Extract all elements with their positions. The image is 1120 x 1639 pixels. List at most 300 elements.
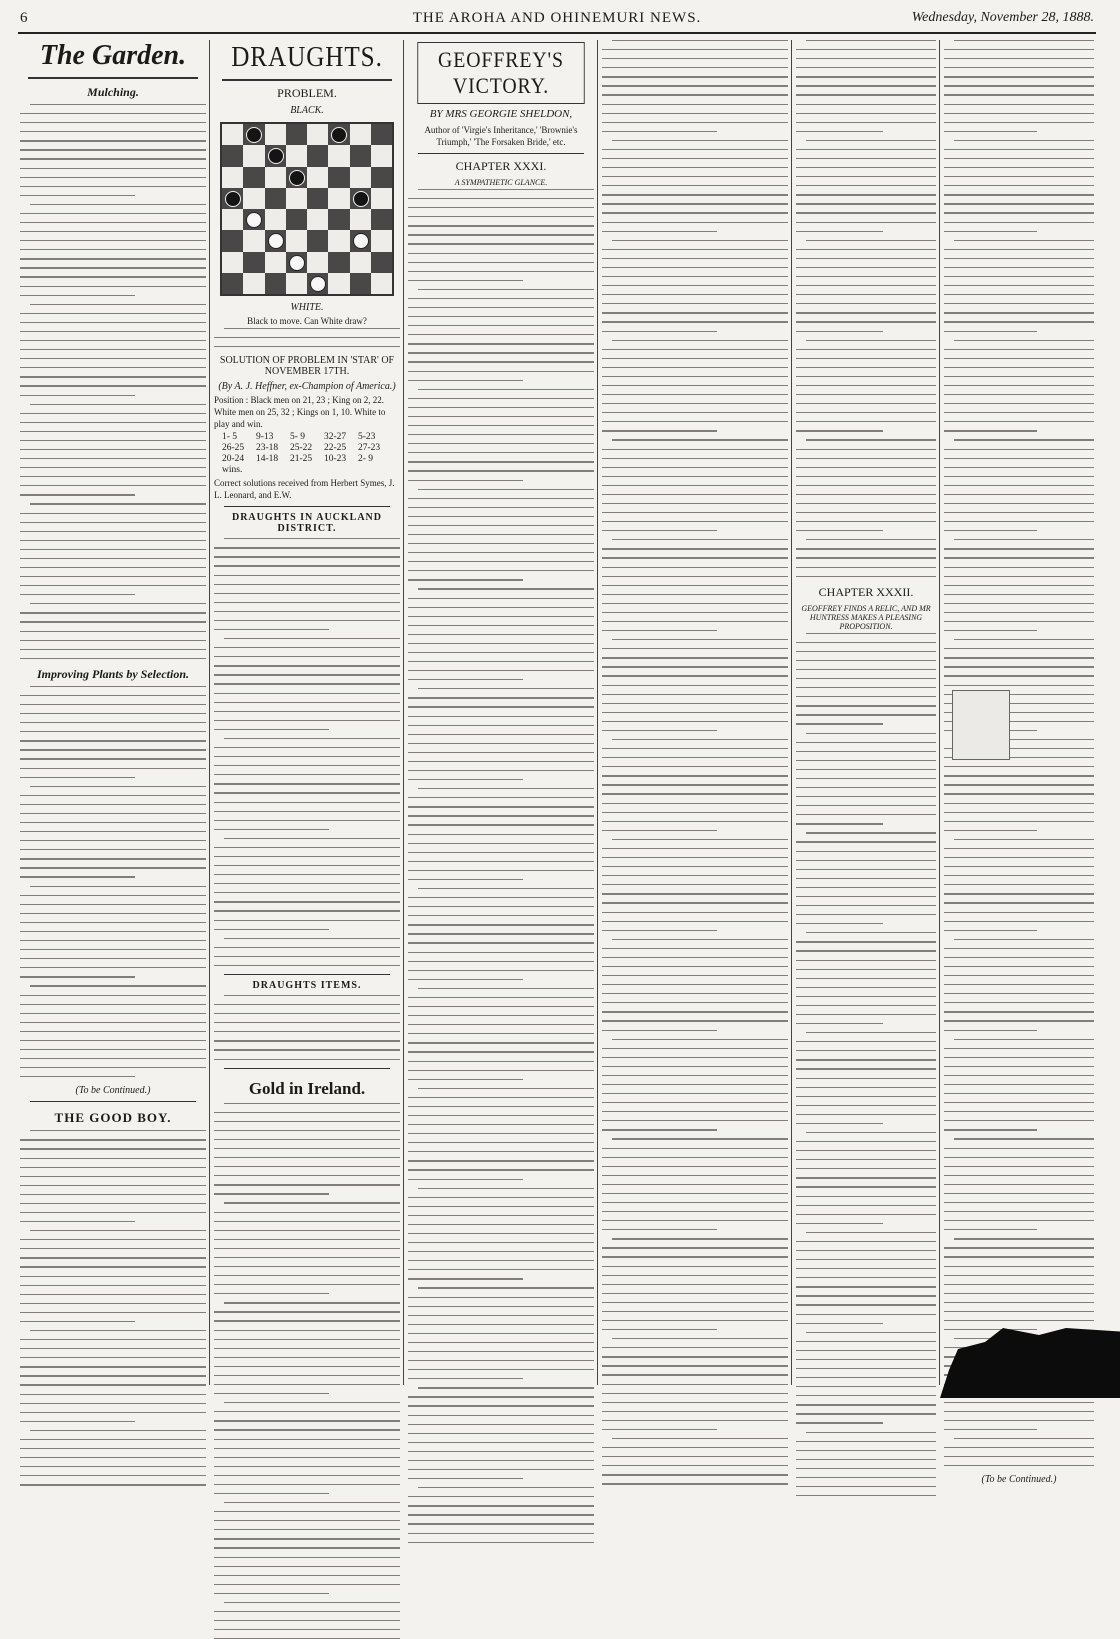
text-line xyxy=(796,421,936,422)
divider xyxy=(224,974,390,975)
black-piece xyxy=(268,148,284,164)
text-line xyxy=(796,576,936,577)
text-line xyxy=(408,942,594,943)
text-line xyxy=(214,874,400,875)
text-line xyxy=(796,914,936,915)
story-text-2 xyxy=(602,40,788,1485)
board-square xyxy=(286,188,307,209)
text-line xyxy=(408,1151,594,1152)
text-line xyxy=(944,567,1094,568)
text-line xyxy=(408,924,594,925)
text-line xyxy=(954,839,1094,840)
text-line xyxy=(408,534,594,535)
article-auckland xyxy=(214,538,400,966)
text-line xyxy=(796,1277,936,1278)
text-line xyxy=(806,340,936,341)
text-line xyxy=(796,723,883,724)
text-line xyxy=(944,912,1094,913)
text-line xyxy=(602,303,788,304)
article-good-boy xyxy=(20,1130,206,1485)
text-line xyxy=(20,867,206,868)
text-line xyxy=(796,1196,936,1197)
white-piece xyxy=(353,233,369,249)
text-line xyxy=(408,579,523,580)
chapter-31-sub: A SYMPATHETIC GLANCE. xyxy=(454,178,548,187)
text-line xyxy=(408,243,594,244)
text-line xyxy=(806,140,936,141)
move: 32-27 xyxy=(324,432,347,443)
text-line xyxy=(602,1266,788,1267)
text-line xyxy=(224,995,400,996)
text-line xyxy=(30,1330,206,1331)
move: 10-23 xyxy=(324,454,347,465)
move: 1- 5 xyxy=(222,432,238,443)
text-line xyxy=(408,852,594,853)
text-line xyxy=(602,1447,788,1448)
text-line xyxy=(796,1395,936,1396)
story-continued-note: (To be Continued.) xyxy=(981,1474,1057,1486)
text-line xyxy=(408,1233,594,1234)
text-line xyxy=(408,1160,594,1161)
text-line xyxy=(796,1186,936,1187)
text-line xyxy=(214,720,400,721)
text-line xyxy=(954,240,1094,241)
text-line xyxy=(20,1475,206,1476)
text-line xyxy=(944,1256,1094,1257)
text-line xyxy=(944,122,1094,123)
text-line xyxy=(796,113,936,114)
text-line xyxy=(944,1129,1037,1130)
text-line xyxy=(20,949,206,950)
text-line xyxy=(408,452,594,453)
text-line xyxy=(602,621,788,622)
text-line xyxy=(944,1157,1094,1158)
text-line xyxy=(20,567,206,568)
board-square xyxy=(371,252,392,273)
text-line xyxy=(796,1377,936,1378)
text-line xyxy=(944,830,1037,831)
text-line xyxy=(944,1302,1094,1303)
text-line xyxy=(796,1078,936,1079)
text-line xyxy=(796,923,883,924)
text-line xyxy=(20,1403,206,1404)
text-line xyxy=(408,1542,594,1543)
text-line xyxy=(20,722,206,723)
text-line xyxy=(602,1229,717,1230)
text-line xyxy=(20,149,206,150)
column-divider xyxy=(791,40,792,1385)
text-line xyxy=(602,212,788,213)
text-line xyxy=(214,892,400,893)
text-line xyxy=(612,40,788,41)
text-line xyxy=(20,813,206,814)
text-line xyxy=(20,940,206,941)
text-line xyxy=(944,930,1037,931)
text-line xyxy=(612,1438,788,1439)
text-line xyxy=(796,969,936,970)
text-line xyxy=(408,234,594,235)
text-line xyxy=(796,950,936,951)
text-line xyxy=(602,1093,788,1094)
text-line xyxy=(408,1051,594,1052)
problem-question: Black to move. Can White draw? xyxy=(247,316,367,326)
board-square xyxy=(371,230,392,251)
text-line xyxy=(20,267,206,268)
text-line xyxy=(602,1411,788,1412)
text-line xyxy=(408,625,594,626)
text-line xyxy=(214,711,400,712)
text-line xyxy=(602,249,788,250)
text-line xyxy=(602,430,717,431)
text-line xyxy=(602,403,788,404)
text-line xyxy=(214,1611,400,1612)
items-heading: DRAUGHTS ITEMS. xyxy=(252,979,362,991)
draughts-board xyxy=(220,122,394,296)
text-line xyxy=(602,1384,788,1385)
text-line xyxy=(944,1093,1094,1094)
board-square xyxy=(328,230,349,251)
text-line xyxy=(944,85,1094,86)
text-line xyxy=(944,1184,1094,1185)
text-line xyxy=(944,449,1094,450)
board-square xyxy=(328,167,349,188)
text-line xyxy=(214,1538,400,1539)
text-line xyxy=(20,612,206,613)
text-line xyxy=(602,648,788,649)
text-line xyxy=(20,249,206,250)
text-line xyxy=(214,1448,400,1449)
text-line xyxy=(20,513,206,514)
text-line xyxy=(806,1032,936,1033)
text-line xyxy=(944,530,1037,531)
text-line xyxy=(214,1493,329,1494)
text-line xyxy=(408,734,594,735)
text-line xyxy=(224,938,400,939)
text-line xyxy=(944,957,1094,958)
text-line xyxy=(408,207,594,208)
text-line xyxy=(214,847,400,848)
text-line xyxy=(796,167,936,168)
text-line xyxy=(20,758,206,759)
text-line xyxy=(796,1359,936,1360)
text-line xyxy=(214,1348,400,1349)
text-line xyxy=(796,1295,936,1296)
text-line xyxy=(214,647,400,648)
text-line xyxy=(944,376,1094,377)
text-line xyxy=(944,358,1094,359)
text-line xyxy=(214,1330,400,1331)
text-line xyxy=(806,40,936,41)
text-line xyxy=(20,358,206,359)
text-line xyxy=(214,346,400,347)
text-line xyxy=(944,185,1094,186)
text-line xyxy=(20,777,135,778)
text-line xyxy=(20,231,206,232)
text-line xyxy=(944,1293,1094,1294)
divider xyxy=(222,79,392,81)
text-line xyxy=(602,167,788,168)
text-line xyxy=(796,1468,936,1469)
text-line xyxy=(602,721,788,722)
text-line xyxy=(954,439,1094,440)
article-selection xyxy=(20,686,206,1078)
text-line xyxy=(20,295,135,296)
text-line xyxy=(944,385,1094,386)
text-line xyxy=(408,979,523,980)
text-line xyxy=(214,1457,400,1458)
text-line xyxy=(796,1068,936,1069)
text-line xyxy=(20,313,206,314)
board-square xyxy=(328,188,349,209)
text-line xyxy=(944,67,1094,68)
text-line xyxy=(944,1111,1094,1112)
text-line xyxy=(944,104,1094,105)
white-piece xyxy=(246,212,262,228)
column-story-3 xyxy=(796,40,936,1390)
text-line xyxy=(806,1232,936,1233)
board-square xyxy=(265,252,286,273)
text-line xyxy=(806,1132,936,1133)
text-line xyxy=(944,1402,1094,1403)
text-line xyxy=(602,49,788,50)
text-line xyxy=(20,967,206,968)
correct-solutions: Correct solutions received from Herbert Symes, J. L. Leonard, and E.W. xyxy=(214,478,395,501)
solution-moves xyxy=(222,432,392,475)
text-line xyxy=(214,1166,400,1167)
text-line xyxy=(214,956,400,957)
text-line xyxy=(20,931,206,932)
text-line xyxy=(20,213,206,214)
text-line xyxy=(214,611,400,612)
board-square xyxy=(307,124,328,145)
text-line xyxy=(214,1139,400,1140)
text-line xyxy=(602,1483,788,1484)
text-line xyxy=(944,476,1094,477)
text-line xyxy=(214,1275,400,1276)
text-line xyxy=(214,1420,400,1421)
text-line xyxy=(796,1341,936,1342)
text-line xyxy=(408,1224,594,1225)
text-line xyxy=(602,76,788,77)
board-square xyxy=(350,145,371,166)
text-line xyxy=(214,1239,400,1240)
text-line xyxy=(408,1451,594,1452)
text-line xyxy=(214,1193,329,1194)
text-line xyxy=(408,198,594,199)
board-square xyxy=(286,145,307,166)
text-line xyxy=(602,358,788,359)
text-line xyxy=(602,285,788,286)
text-line xyxy=(602,276,788,277)
text-line xyxy=(796,185,936,186)
text-line xyxy=(20,1303,206,1304)
board-square xyxy=(307,145,328,166)
text-line xyxy=(796,131,883,132)
text-line xyxy=(944,821,1094,822)
text-line xyxy=(408,316,594,317)
text-line xyxy=(214,1411,400,1412)
text-line xyxy=(796,1168,936,1169)
text-line xyxy=(214,1511,400,1512)
text-line xyxy=(214,1429,400,1430)
text-line xyxy=(418,1487,594,1488)
text-line xyxy=(796,1368,936,1369)
text-line xyxy=(20,122,206,123)
text-line xyxy=(214,965,400,966)
text-line xyxy=(796,149,936,150)
text-line xyxy=(612,839,788,840)
text-line xyxy=(214,1575,400,1576)
move: 23-18 xyxy=(256,443,279,454)
text-line xyxy=(214,1112,400,1113)
text-line xyxy=(214,883,400,884)
text-line xyxy=(30,104,206,105)
text-line xyxy=(214,1121,400,1122)
text-line xyxy=(602,1030,717,1031)
text-line xyxy=(602,784,788,785)
text-line xyxy=(796,449,936,450)
move: wins. xyxy=(222,465,243,476)
text-line xyxy=(944,222,1094,223)
board-square xyxy=(371,188,392,209)
text-line xyxy=(602,884,788,885)
text-line xyxy=(20,140,206,141)
text-line xyxy=(20,858,206,859)
board-square xyxy=(328,145,349,166)
text-line xyxy=(408,1179,523,1180)
board-square xyxy=(286,252,307,273)
text-line xyxy=(796,651,936,652)
text-line xyxy=(602,530,717,531)
text-line xyxy=(214,765,400,766)
auckland-heading: DRAUGHTS IN AUCKLAND DISTRICT. xyxy=(231,512,382,535)
text-line xyxy=(30,1130,206,1131)
text-line xyxy=(796,104,936,105)
text-line xyxy=(214,1629,400,1630)
text-line xyxy=(796,1495,936,1496)
text-line xyxy=(602,902,788,903)
text-line xyxy=(602,312,788,313)
text-line xyxy=(612,439,788,440)
text-line xyxy=(20,904,206,905)
text-line xyxy=(214,1475,400,1476)
text-line xyxy=(214,1557,400,1558)
column-divider xyxy=(209,40,210,1385)
text-line xyxy=(944,1066,1094,1067)
text-line xyxy=(224,1302,400,1303)
text-line xyxy=(944,884,1094,885)
text-line xyxy=(408,262,594,263)
text-line xyxy=(20,631,206,632)
text-line xyxy=(944,430,1037,431)
board-square xyxy=(286,124,307,145)
text-line xyxy=(408,361,594,362)
text-line xyxy=(602,585,788,586)
text-line xyxy=(20,1321,135,1322)
text-line xyxy=(602,1420,788,1421)
text-line xyxy=(214,1547,400,1548)
text-line xyxy=(602,85,788,86)
board-square xyxy=(222,145,243,166)
board-square xyxy=(222,252,243,273)
text-line xyxy=(602,694,788,695)
text-line xyxy=(20,376,206,377)
text-line xyxy=(954,939,1094,940)
text-line xyxy=(944,94,1094,95)
text-line xyxy=(612,639,788,640)
text-line xyxy=(944,1275,1094,1276)
text-line xyxy=(214,820,400,821)
text-line xyxy=(602,521,788,522)
text-line xyxy=(602,203,788,204)
text-line xyxy=(602,567,788,568)
text-line xyxy=(214,1266,400,1267)
board-square xyxy=(350,252,371,273)
text-line xyxy=(418,1287,594,1288)
text-line xyxy=(944,1247,1094,1248)
text-line xyxy=(796,85,936,86)
text-line xyxy=(602,1129,717,1130)
text-line xyxy=(214,683,400,684)
text-line xyxy=(20,195,135,196)
white-piece xyxy=(289,255,305,271)
text-line xyxy=(602,1311,788,1312)
text-line xyxy=(602,1057,788,1058)
text-line xyxy=(214,1212,400,1213)
text-line xyxy=(796,1314,936,1315)
text-line xyxy=(944,276,1094,277)
text-line xyxy=(796,1404,936,1405)
text-line xyxy=(796,1441,936,1442)
text-line xyxy=(20,876,135,877)
text-line xyxy=(602,1084,788,1085)
text-line xyxy=(408,1115,594,1116)
text-line xyxy=(214,1320,400,1321)
text-line xyxy=(20,1294,206,1295)
text-line xyxy=(944,1011,1094,1012)
text-line xyxy=(214,1375,400,1376)
text-line xyxy=(944,648,1094,649)
text-line xyxy=(796,158,936,159)
text-line xyxy=(20,1076,135,1077)
text-line xyxy=(20,1040,206,1041)
text-line xyxy=(224,1202,400,1203)
text-line xyxy=(20,113,206,114)
text-line xyxy=(944,1120,1094,1121)
text-line xyxy=(944,784,1094,785)
text-line xyxy=(796,530,883,531)
text-line xyxy=(944,249,1094,250)
text-line xyxy=(214,1566,400,1567)
text-line xyxy=(602,412,788,413)
text-line xyxy=(944,167,1094,168)
text-line xyxy=(408,525,594,526)
text-line xyxy=(20,849,206,850)
text-line xyxy=(602,1220,788,1221)
move: 25-22 xyxy=(290,443,313,454)
text-line xyxy=(30,886,206,887)
text-line xyxy=(602,367,788,368)
text-line xyxy=(602,993,788,994)
text-line xyxy=(602,512,788,513)
text-line xyxy=(796,430,883,431)
text-line xyxy=(214,1230,400,1231)
text-line xyxy=(214,584,400,585)
text-line xyxy=(602,94,788,95)
text-line xyxy=(408,970,594,971)
text-line xyxy=(944,521,1094,522)
text-line xyxy=(612,539,788,540)
